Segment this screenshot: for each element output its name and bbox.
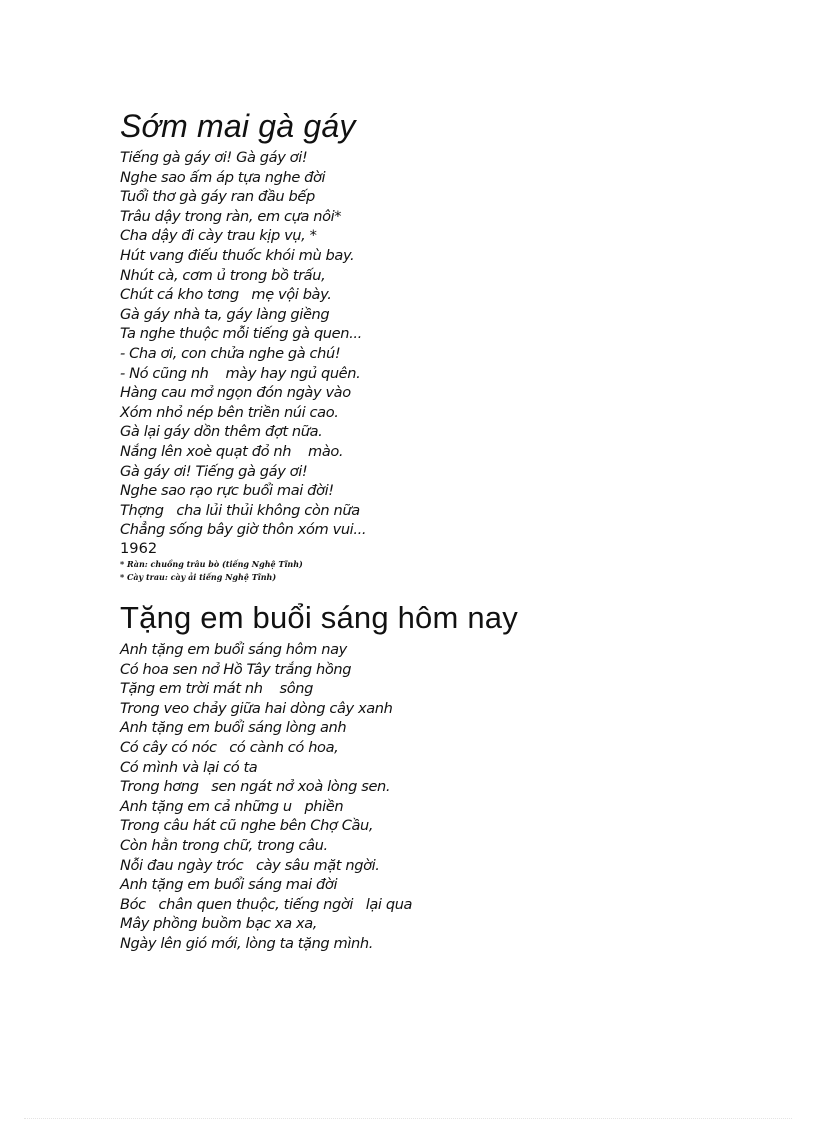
poem-line: Ngày lên gió mới, lòng ta tặng mình. [120, 934, 373, 952]
poem-som-mai-ga-gay [120, 104, 760, 584]
poem-line: Gà gáy nhà ta, gáy làng giềng [120, 305, 330, 323]
poem-line: Còn hằn trong chữ, trong câu. [120, 836, 328, 854]
poem-line: Có cây có nóc có cành có hoa, [120, 738, 339, 756]
poem-line: Nắng lên xoè quạt đỏ nh mào. [120, 442, 344, 460]
poem-line: Tặng em trời mát nh sông [120, 680, 314, 698]
poem-line: Trong câu hát cũ nghe bên Chợ Cầu, [120, 817, 374, 835]
poem-line: Anh tặng em cả những u phiền [120, 797, 344, 815]
poem-body [120, 640, 760, 954]
poem-line: Chút cá kho tơng mẹ vội bày. [120, 286, 332, 304]
poem-line: Chẳng sống bây giờ thôn xóm vui... [120, 521, 367, 539]
poem-line: - Cha ơi, con chửa nghe gà chú! [120, 344, 341, 362]
poem-title: Tặng em buổi sáng hôm nay [120, 600, 518, 635]
poem-line: Thợng cha lủi thủi không còn nữa [120, 501, 360, 519]
poem-line: Hút vang điếu thuốc khói mù bay. [120, 246, 355, 264]
poem-line: Tiếng gà gáy ơi! Gà gáy ơi! [120, 149, 308, 166]
poem-line: Anh tặng em buổi sáng hôm nay [120, 641, 347, 658]
poem-line: Nhút cà, cơm ủ trong bồ trấu, [120, 266, 326, 284]
poem-line: - Nó cũng nh mày hay ngủ quên. [120, 364, 361, 382]
poem-line: Hàng cau mở ngọn đón ngày vào [120, 384, 351, 402]
poem-line: Cha dậy đi cày trau kịp vụ, * [120, 227, 317, 245]
poem-line: Tuổi thơ gà gáy ran đầu bếp [120, 188, 315, 206]
poem-line: Trong veo chảy giữa hai dòng cây xanh [120, 699, 393, 717]
poem-line: Anh tặng em buổi sáng mai đời [120, 876, 338, 894]
poem-line: Nghe sao rạo rực buổi mai đời! [120, 482, 334, 500]
poem-line: Mây phồng buồm bạc xa xa, [120, 915, 318, 933]
poem-line: Xóm nhỏ nép bên triền núi cao. [120, 403, 339, 421]
poem-title: Sớm mai gà gáy [120, 108, 356, 144]
page-bottom-divider [24, 1118, 792, 1119]
poem-body [120, 148, 760, 540]
footnote: * Cày trau: cày ải tiếng Nghệ Tĩnh) [120, 571, 277, 582]
poem-year: 1962 [120, 539, 158, 557]
poem-line: Có mình và lại có ta [120, 758, 258, 776]
poem-line: Nỗi đau ngày tróc cày sâu mặt ngời. [120, 856, 380, 874]
poem-line: Gà lại gáy dồn thêm đợt nữa. [120, 423, 323, 441]
poem-line: Gà gáy ơi! Tiếng gà gáy ơi! [120, 462, 308, 480]
poem-line: Bóc chân quen thuộc, tiếng ngời lại qua [120, 895, 413, 913]
poem-line: Có hoa sen nở Hồ Tây trắng hồng [120, 660, 352, 678]
poem-line: Ta nghe thuộc mỗi tiếng gà quen... [120, 325, 362, 343]
poem-tang-em-buoi-sang [120, 596, 760, 954]
poem-line: Nghe sao ấm áp tựa nghe đời [120, 168, 326, 186]
footnote: * Ràn: chuồng trâu bò (tiếng Nghệ Tĩnh) [120, 558, 303, 569]
poem-line: Trâu dậy trong ràn, em cựa nôi* [120, 207, 342, 225]
poem-line: Trong hơng sen ngát nở xoà lòng sen. [120, 778, 391, 796]
poem-line: Anh tặng em buổi sáng lòng anh [120, 719, 347, 737]
